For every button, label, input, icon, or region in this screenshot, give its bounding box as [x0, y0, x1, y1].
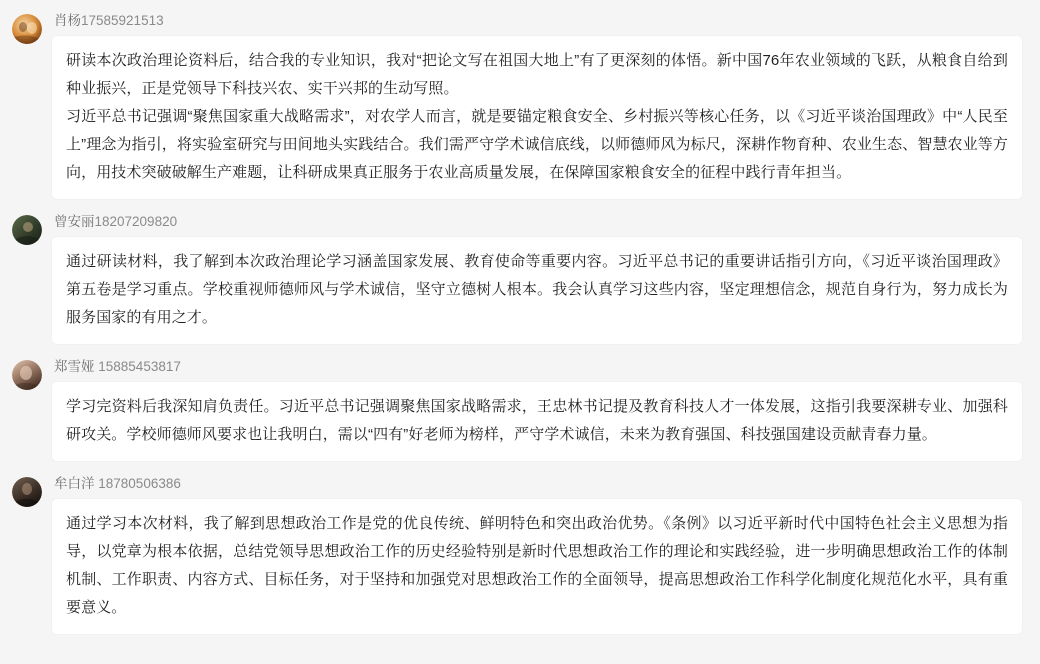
post-meta — [54, 12, 1022, 30]
author-id: 18780506386 — [98, 476, 181, 491]
list-item — [0, 354, 1040, 471]
post-meta — [54, 213, 1022, 231]
list-item — [0, 8, 1040, 209]
avatar[interactable] — [12, 215, 42, 245]
post-body — [52, 358, 1022, 461]
list-item — [0, 209, 1040, 354]
post-content — [52, 237, 1022, 344]
avatar[interactable] — [12, 477, 42, 507]
author-id: 15885453817 — [98, 359, 181, 374]
author-name: 牟白洋 — [54, 476, 95, 491]
paragraph: 通过学习本次材料，我了解到思想政治工作是党的优良传统、鲜明特色和突出政治优势。《条例》以习近平新时代中国特色社会主义思想为指导，以党章为根本依据，总结党领导思想政治工作的历史经验特别是新时代思想政治工作的理论和实践经验，进一步明确思想政治工作的体制机制、工作职责、内容方式、目标任务，对于坚持和加强党对思想政治工作的全面领导，提高思想政治工作科学化制度化规范化水平，具有重要意义。 — [66, 515, 1008, 616]
post-body — [52, 213, 1022, 344]
post-meta — [54, 475, 1022, 493]
post-content — [52, 382, 1022, 461]
post-meta — [54, 358, 1022, 376]
post-content — [52, 36, 1022, 199]
author-name: 郑雪娅 — [54, 359, 95, 374]
paragraph: 通过研读材料，我了解到本次政治理论学习涵盖国家发展、教育使命等重要内容。习近平总书记的重要讲话指引方向，《习近平谈治国理政》第五卷是学习重点。学校重视师德师风与学术诚信，坚守立德树人根本。我会认真学习这些内容，坚定理想信念，规范自身行为，努力成长为服务国家的有用之才。 — [66, 253, 1008, 326]
paragraph: 习近平总书记强调“聚焦国家重大战略需求”，对农学人而言，就是要锚定粮食安全、乡村振兴等核心任务，以《习近平谈治国理政》中“人民至上”理念为指引，将实验室研究与田间地头实践结合。我们需严守学术诚信底线，以师德师风为标尺，深耕作物育种、农业生态、智慧农业等方向，用技术突破破解生产难题，让科研成果真正服务于农业高质量发展，在保障国家粮食安全的征程中践行青年担当。 — [66, 108, 1008, 181]
post-body — [52, 475, 1022, 634]
avatar[interactable] — [12, 14, 42, 44]
paragraph: 研读本次政治理论资料后，结合我的专业知识，我对“把论文写在祖国大地上”有了更深刻的体悟。新中国76年农业领域的飞跃，从粮食自给到种业振兴，正是党领导下科技兴农、实干兴邦的生动写照。 — [66, 52, 1008, 97]
avatar[interactable] — [12, 360, 42, 390]
author-id: 17585921513 — [81, 13, 164, 28]
list-item — [0, 471, 1040, 644]
post-body — [52, 12, 1022, 199]
paragraph: 学习完资料后我深知肩负责任。习近平总书记强调聚焦国家战略需求，王忠林书记提及教育科技人才一体发展，这指引我要深耕专业、加强科研攻关。学校师德师风要求也让我明白，需以“四有”好老师为榜样，严守学术诚信，未来为教育强国、科技强国建设贡献青春力量。 — [66, 398, 1008, 443]
post-content — [52, 499, 1022, 634]
author-name: 肖杨 — [54, 13, 81, 28]
author-name: 曾安丽 — [54, 214, 95, 229]
author-id: 18207209820 — [94, 214, 178, 229]
